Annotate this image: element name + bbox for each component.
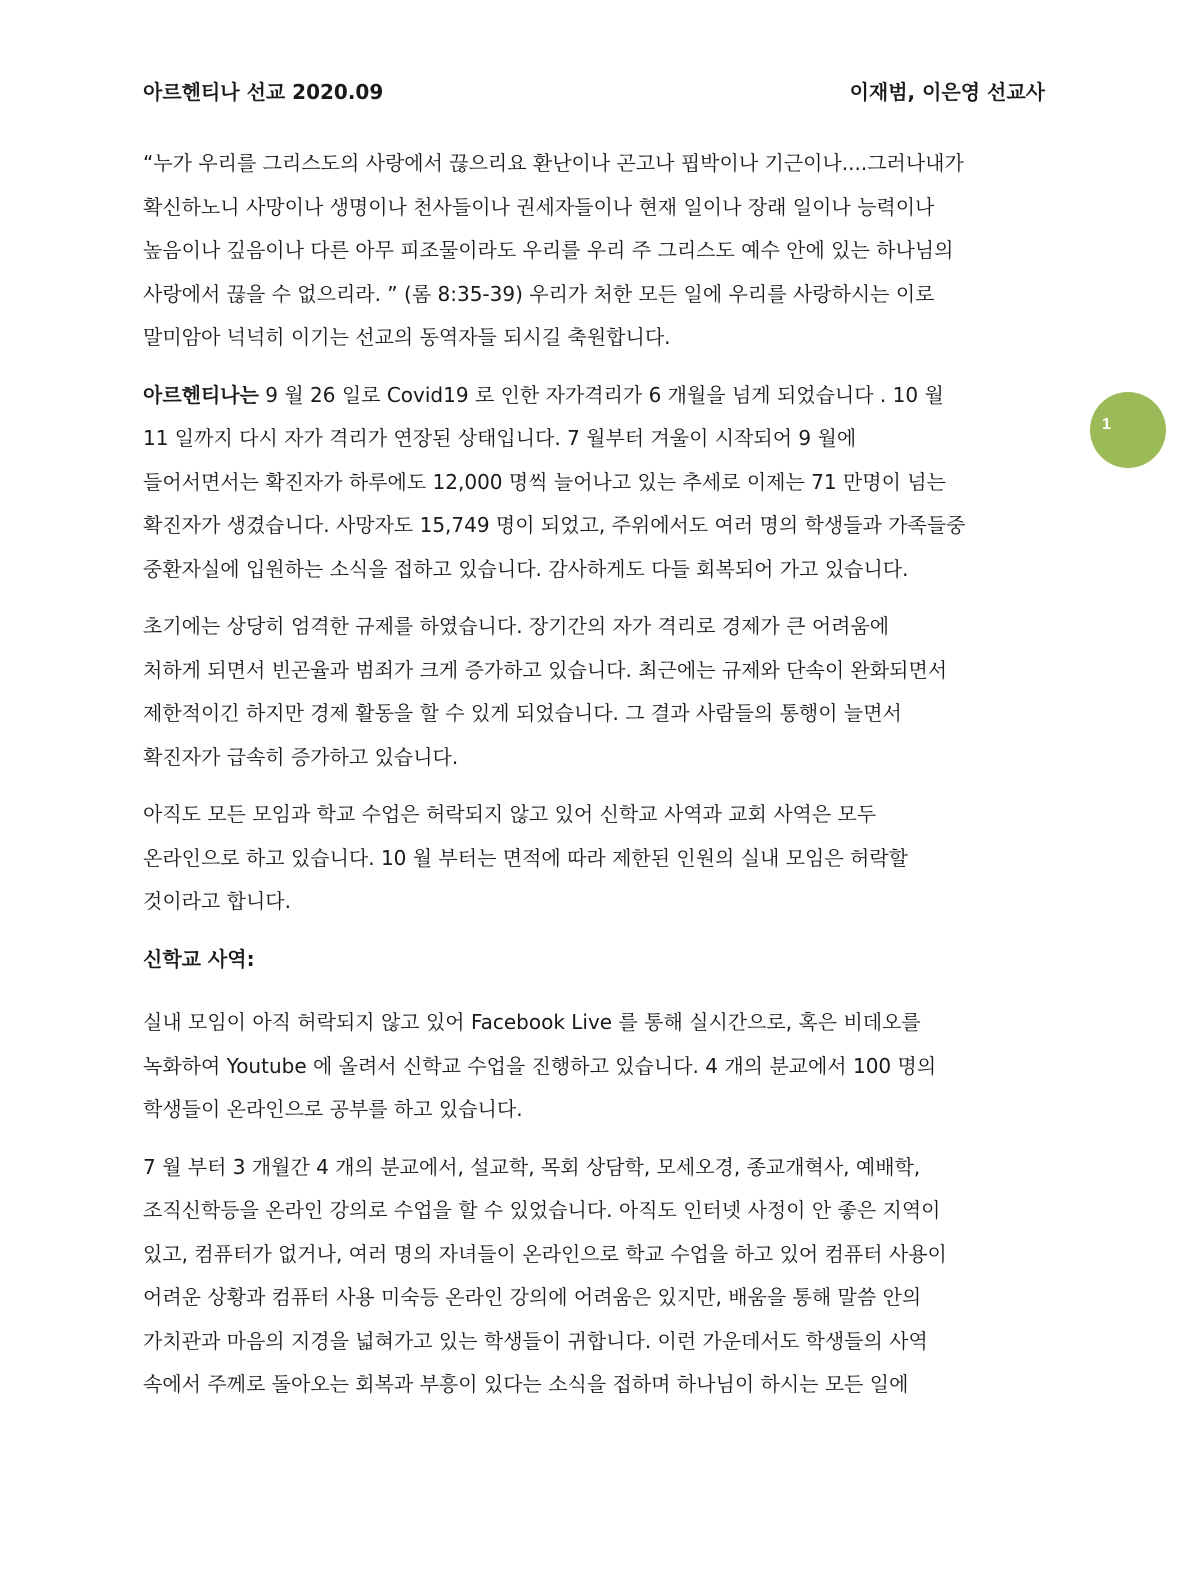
text-line: 실내 모임이 아직 허락되지 않고 있어 Facebook Live 를 통해 실시간으로, 혹은 비데오를	[143, 1010, 921, 1034]
text-line: 높음이나 깊음이나 다른 아무 피조물이라도 우리를 우리 주 그리스도 예수 안에 있는 하나님의	[143, 238, 954, 262]
seminary-paragraph	[143, 1001, 1063, 1132]
header-authors: 이재범, 이은영 선교사	[849, 80, 1045, 104]
text-line: 중환자실에 입원하는 소식을 접하고 있습니다. 감사하게도 다들 회복되어 가고 있습니다.	[143, 556, 909, 581]
text-line: 초기에는 상당히 엄격한 규제를 하였습니다. 장기간의 자가 격리로 경제가 큰 어려움에	[143, 614, 890, 638]
text-line: 확진자가 급속히 증가하고 있습니다.	[143, 744, 459, 769]
text-line: 아직도 모든 모임과 학교 수업은 허락되지 않고 있어 신학교 사역과 교회 사역은 모두	[143, 802, 877, 826]
text-line: 속에서 주께로 돌아오는 회복과 부흥이 있다는 소식을 접하며 하나님이 하시는 모든 일에	[143, 1372, 909, 1396]
text-line: 11 일까지 다시 자가 격리가 연장된 상태입니다. 7 월부터 겨울이 시작되어 9 월에	[143, 426, 857, 450]
text-line: 것이라고 합니다.	[143, 889, 291, 913]
regulation-paragraph	[143, 605, 1063, 779]
text-line: 제한적이긴 하지만 경제 활동을 할 수 있게 되었습니다. 그 결과 사람들의 통행이 늘면서	[143, 701, 902, 725]
text-line: 가치관과 마음의 지경을 넓혀가고 있는 학생들이 귀합니다. 이런 가운데서도 학생들의 사역	[143, 1328, 928, 1353]
text-line: 녹화하여 Youtube 에 올려서 신학교 수업을 진행하고 있습니다. 4 개의 분교에서 100 명의	[143, 1053, 937, 1078]
header-title: 아르헨티나 선교 2020.09	[143, 80, 384, 104]
text-line: 처하게 되면서 빈곤율과 범죄가 크게 증가하고 있습니다. 최근에는 규제와 단속이 완화되면서	[143, 657, 948, 682]
argentina-paragraph	[143, 374, 1063, 592]
intro-paragraph	[143, 142, 1063, 360]
text-line: 어려운 상황과 컴퓨터 사용 미숙등 온라인 강의에 어려움은 있지만, 배움을 통해 말씀 안의	[143, 1285, 922, 1309]
text-line	[143, 374, 1063, 418]
text-line: 확진자가 생겼습니다. 사망자도 15,749 명이 되었고, 주위에서도 여러 명의 학생들과 가족들중	[143, 513, 966, 537]
page-number: 1	[1102, 416, 1111, 433]
text-line: 들어서면서는 확진자가 하루에도 12,000 명씩 늘어나고 있는 추세로 이제는 71 만명이 넘는	[143, 469, 946, 494]
argentina-lead: 아르헨티나는	[143, 382, 259, 407]
argentina-line-rest: 9 월 26 일로 Covid19 로 인한 자가격리가 6 개월을 넘게 되었습니다 . 10 월	[258, 382, 944, 407]
text-line: 확신하노니 사망이나 생명이나 천사들이나 권세자들이나 현재 일이나 장래 일이나 능력이나	[143, 194, 935, 219]
gatherings-paragraph	[143, 793, 1063, 924]
document-body	[143, 142, 1063, 1421]
text-line: 학생들이 온라인으로 공부를 하고 있습니다.	[143, 1097, 523, 1121]
text-line: 온라인으로 하고 있습니다. 10 월 부터는 면적에 따라 제한된 인원의 실내 모임은 허락할	[143, 845, 908, 870]
seminary-heading: 신학교 사역:	[143, 946, 255, 971]
text-line: 7 월 부터 3 개월간 4 개의 분교에서, 설교학, 목회 상담학, 모세오경, 종교개혁사, 예배학,	[143, 1154, 921, 1179]
text-line: “누가 우리를 그리스도의 사랑에서 끊으리요 환난이나 곤고나 핍박이나 기근이나....그러나내가	[143, 151, 964, 175]
text-line: 말미암아 넉넉히 이기는 선교의 동역자들 되시길 축원합니다.	[143, 325, 671, 349]
page-header	[143, 76, 1045, 108]
courses-paragraph	[143, 1146, 1063, 1407]
text-line: 사랑에서 끊을 수 없으리라. ” (롬 8:35-39) 우리가 처한 모든 일에 우리를 사랑하시는 이로	[143, 281, 935, 306]
text-line: 조직신학등을 온라인 강의로 수업을 할 수 있었습니다. 아직도 인터넷 사정이 안 좋은 지역이	[143, 1198, 941, 1222]
text-line: 있고, 컴퓨터가 없거나, 여러 명의 자녀들이 온라인으로 학교 수업을 하고 있어 컴퓨터 사용이	[143, 1241, 947, 1266]
